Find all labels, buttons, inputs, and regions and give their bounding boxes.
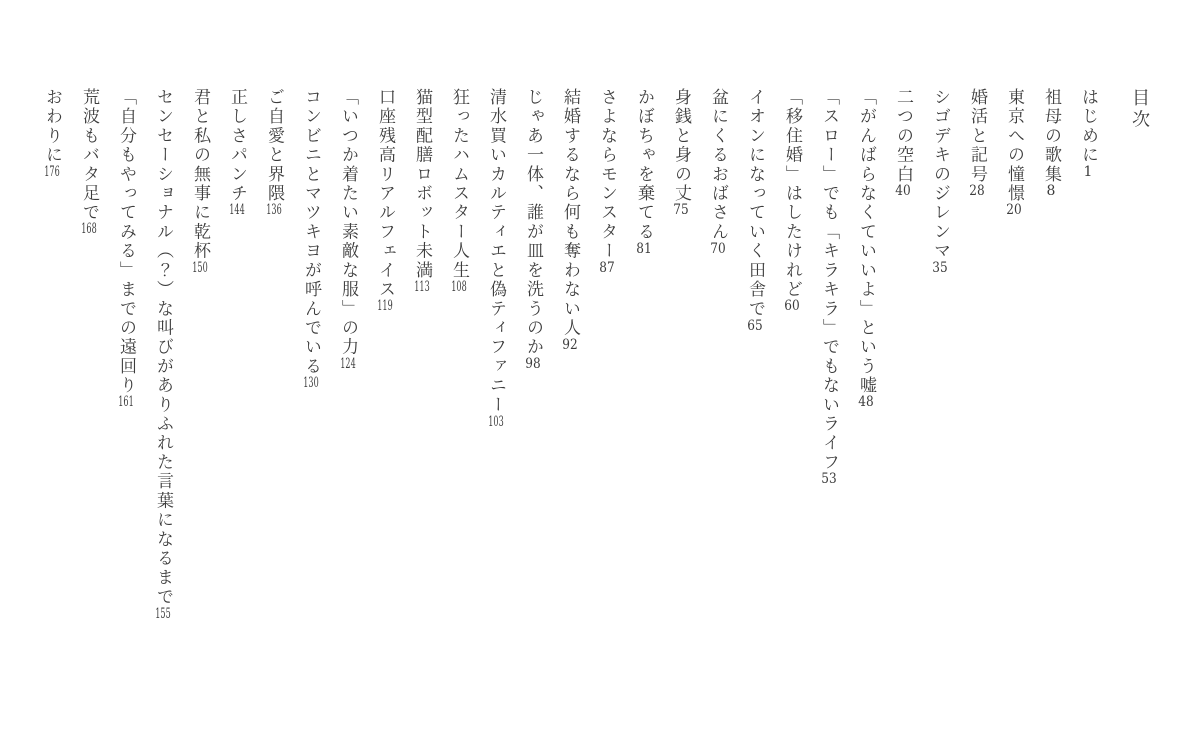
- toc-entry-label: 「自分もやってみる」までの遠回り: [116, 88, 136, 396]
- toc-entry[interactable]: [413, 88, 430, 722]
- toc-entry-page-number: 124: [340, 356, 356, 371]
- page-title: 目次: [1129, 88, 1150, 132]
- toc-entry-page-number: 35: [932, 260, 948, 275]
- toc-entry-page-number: 161: [118, 395, 134, 410]
- toc-entry-page-number: 168: [81, 222, 97, 237]
- toc-entry-label: ご自愛と界隈: [264, 88, 284, 204]
- toc-entry-label: コンビニとマツキヨが呼んでいる: [301, 88, 321, 377]
- toc-entry-page-number: 150: [192, 260, 208, 275]
- toc-entry-label: 婚活と記号: [967, 88, 987, 185]
- toc-entry[interactable]: [191, 88, 208, 722]
- toc-entry-page-number: 53: [821, 472, 837, 487]
- toc-entry[interactable]: [1079, 88, 1096, 722]
- toc-entry-label: 二つの空白: [893, 88, 913, 185]
- toc-entry-page-number: 176: [44, 164, 60, 179]
- toc-entry-label: 身銭と身の丈: [671, 88, 691, 204]
- toc-entry[interactable]: [339, 88, 356, 722]
- toc-entry-label: 狂ったハムスター人生: [449, 88, 469, 281]
- toc-entry[interactable]: [709, 88, 726, 722]
- toc-entry[interactable]: [265, 88, 282, 722]
- toc-entry-label: 東京への憧憬: [1004, 88, 1024, 204]
- toc-entry-page-number: 81: [636, 241, 652, 256]
- toc-entry[interactable]: [1005, 88, 1022, 722]
- toc-entry-list: [43, 88, 1096, 722]
- toc-entry[interactable]: [117, 88, 134, 722]
- toc-entry-page-number: 40: [895, 184, 911, 199]
- toc-entry[interactable]: [746, 88, 763, 722]
- toc-entry-label: 祖母の歌集: [1041, 88, 1061, 185]
- toc-entry-label: おわりに: [42, 88, 62, 165]
- toc-entry[interactable]: [635, 88, 652, 722]
- toc-entry[interactable]: [80, 88, 97, 722]
- toc-entry-label: 「移住婚」はしたけれど: [782, 88, 802, 300]
- toc-entry-label: シゴデキのジレンマ: [930, 88, 950, 261]
- toc-entry-label: イオンになっていく田舎で: [745, 88, 765, 319]
- toc-entry-page-number: 1: [1083, 164, 1093, 179]
- toc-entry[interactable]: [672, 88, 689, 722]
- toc-entry[interactable]: [43, 88, 60, 722]
- toc-entry-page-number: 98: [525, 356, 541, 371]
- toc-entry[interactable]: [376, 88, 393, 722]
- toc-entry-page-number: 103: [488, 414, 504, 429]
- toc-entry-page-number: 108: [451, 280, 467, 295]
- toc-entry[interactable]: [820, 88, 837, 722]
- toc-entry[interactable]: [598, 88, 615, 722]
- toc-entry[interactable]: [894, 88, 911, 722]
- toc-entry-label: かぼちゃを棄てる: [634, 88, 654, 242]
- toc-entry-page-number: 60: [784, 299, 800, 314]
- toc-entry[interactable]: [783, 88, 800, 722]
- toc-entry-label: 「いつか着たい素敵な服」の力: [338, 88, 358, 357]
- toc-entry-page-number: 8: [1046, 184, 1056, 199]
- toc-entry[interactable]: [931, 88, 948, 722]
- toc-entry[interactable]: [857, 88, 874, 722]
- toc-entry-page-number: 92: [562, 337, 578, 352]
- toc-entry[interactable]: [154, 88, 171, 722]
- toc-entry-page-number: 70: [710, 241, 726, 256]
- toc-entry-label: 盆にくるおばさん: [708, 88, 728, 242]
- toc-entry-label: 君と私の無事に乾杯: [190, 88, 210, 261]
- toc-entry[interactable]: [228, 88, 245, 722]
- toc-entry-label: 結婚するなら何も奪わない人: [560, 88, 580, 338]
- toc-entry-page-number: 113: [414, 280, 430, 295]
- toc-entry[interactable]: [302, 88, 319, 722]
- toc-entry-page-number: 87: [599, 260, 615, 275]
- toc-entry-page-number: 75: [673, 203, 689, 218]
- toc-entry-page-number: 20: [1006, 203, 1022, 218]
- toc-entry-label: 荒波もバタ足で: [79, 88, 99, 223]
- toc-entry-label: センセーショナル（？）な叫びがありふれた言葉になるまで: [153, 88, 173, 607]
- toc-entry-page-number: 130: [303, 376, 319, 391]
- toc-entry-label: 「スロー」でも「キラキラ」でもないライフ: [819, 88, 839, 473]
- toc-entry-label: 猫型配膳ロボット未満: [412, 88, 432, 281]
- toc-entry[interactable]: [968, 88, 985, 722]
- toc-entry-page-number: 65: [747, 318, 763, 333]
- toc-entry[interactable]: [561, 88, 578, 722]
- toc-entry-page-number: 155: [155, 606, 171, 621]
- toc-entry[interactable]: [450, 88, 467, 722]
- toc-entry-label: 正しさパンチ: [227, 88, 247, 204]
- toc-entry-page-number: 144: [229, 203, 245, 218]
- toc-entry-page-number: 136: [266, 203, 282, 218]
- toc-entry[interactable]: [487, 88, 504, 722]
- toc-entry-label: 口座残高リアルフェイス: [375, 88, 395, 300]
- toc-entry-page-number: 28: [969, 184, 985, 199]
- toc-entry-label: じゃあ一体、誰が皿を洗うのか: [523, 88, 543, 357]
- toc-entry-label: はじめに: [1078, 88, 1098, 165]
- toc-entry-label: 清水買いカルティエと偽ティファニー: [486, 88, 506, 415]
- toc-entry[interactable]: [524, 88, 541, 722]
- toc-entry-label: 「がんばらなくていいよ」という嘘: [856, 88, 876, 396]
- toc-entry[interactable]: [1042, 88, 1059, 722]
- toc-entry-label: さよならモンスター: [597, 88, 617, 261]
- toc-entry-page-number: 48: [858, 395, 874, 410]
- toc-entry-page-number: 119: [377, 299, 393, 314]
